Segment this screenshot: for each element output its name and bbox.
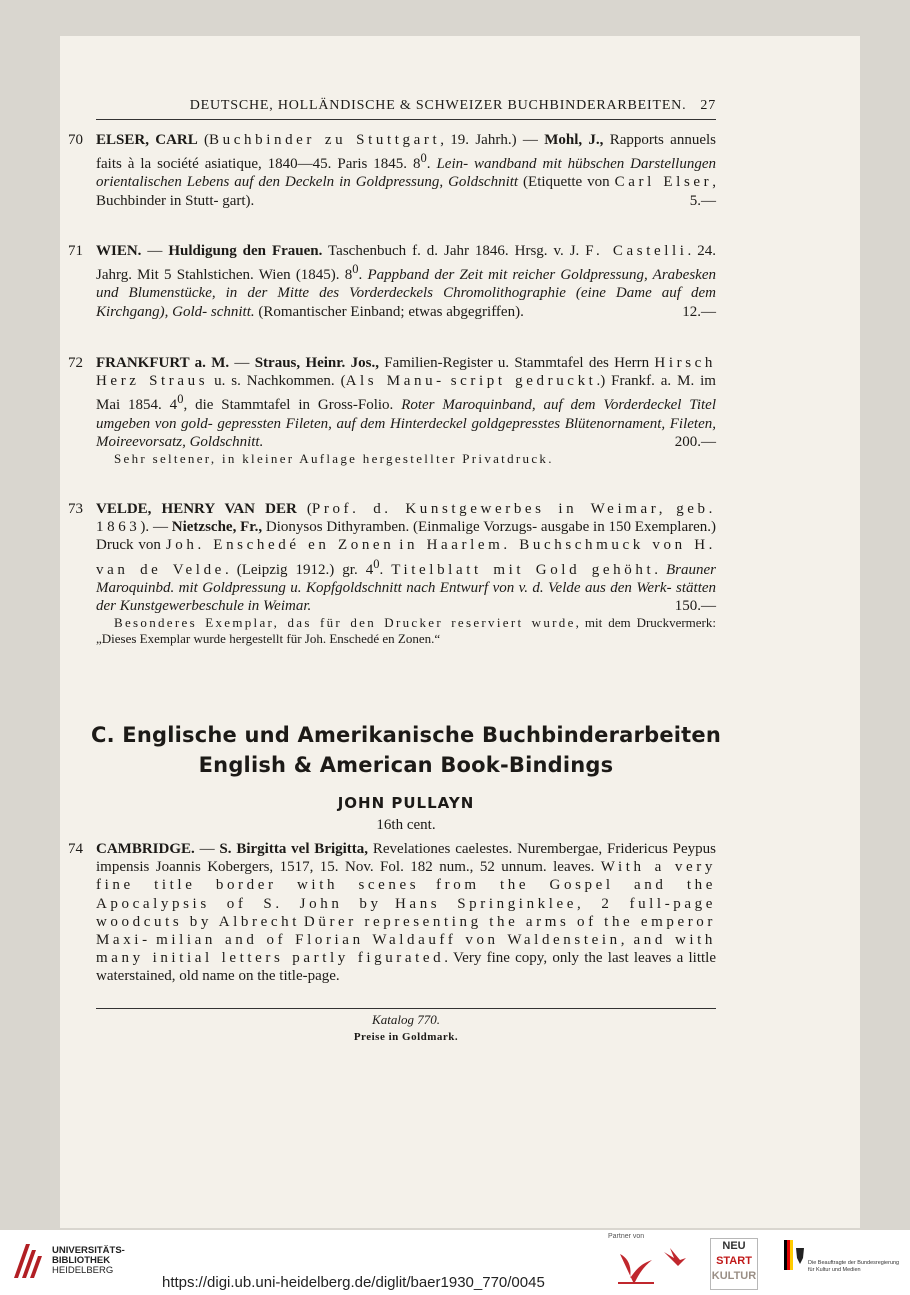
library-name-line: UNIVERSITÄTS- [52,1245,125,1256]
neustart-line: START [716,1255,752,1267]
catalog-number: Katalog 770. [372,1012,440,1027]
entry-number: 73 [68,501,83,517]
catalog-entry-71 [68,242,717,321]
catalog-entry-73 [68,500,717,647]
prices-note: Preise in Goldmark. [353,1031,459,1043]
neustart-line: KULTUR [711,1270,757,1282]
catalog-entry-74 [68,840,717,986]
entry-number: 74 [68,841,83,857]
section-heading [86,720,726,780]
federal-eagle-icon[interactable] [784,1240,806,1270]
entry-note: Besonderes Exemplar, das für den Drucker reserviert wurde, mit dem Druckvermerk: „Dieses Exemplar wurde hergestellt für Joh. Enschedé en Zonen.“ [96,615,716,647]
entry-number: 72 [68,355,83,371]
document-url-link[interactable]: https://digi.ub.uni-heidelberg.de/diglit/baer1930_770/0045 [162,1274,545,1291]
binder-century: 16th cent. [376,817,436,833]
page-number: 27 [700,98,716,113]
partner-bird-logo-icon[interactable] [660,1244,690,1274]
entry-price: 5.— [689,192,716,209]
section-title-german: C. Englische und Amerikanische Buchbinderarbeiten [91,723,721,747]
entry-text: WIEN. — Huldigung den Frauen. Taschenbuch f. d. Jahr 1846. Hrsg. v. J. F. Castelli. 24. Jahrg. Mit 5 Stahlstichen. Wien (1845). $8^0$. Pappband der Zeit mit reicher Goldpressung, Arabesken und Blumenstücke, in der Mitte des Vorderdeckels Chromolithographie (eine Dame auf dem Kirchgang), Gold- schnitt. (Romantischer Einband; etwas abgegriffen). 12.— [96,243,717,320]
entry-text: VELDE, HENRY VAN DER (Prof. d. Kunstgewerbes in Weimar, geb. 1863). — Nietzsche, Fr., Dionysos Dithyramben. (Einmalige Vorzugs- ausgabe in 150 Exemplaren.) Druck von Joh. Enschedé en Zonen in Haarlem. Buchschmuck von H. van de Velde. (Leipzig 1912.) gr. $4^0$. Titelblatt mit Gold gehöht. Brauner Maroquinbd. mit Goldpressung u. Kopfgoldschnitt nach Entwurf von v. d. Velde aus den Werk- stätten der Kunstgewerbeschule in Weimar. 150.— [96,501,717,615]
footer-rule [96,1008,716,1009]
entry-text: FRANKFURT a. M. — Straus, Heinr. Jos., Familien-Register u. Stammtafel des Herrn Hirsch Herz Straus u. s. Nachkommen. (Als Manu- script gedruckt.) Frankf. a. M. im Mai 1854. $4^0$, die Stammtafel in Gross-Folio. Roter Maroquinband, auf dem Vorderdeckel Titel umgeben von gold- gepressten Fileten, auf dem Hinterdeckel goldgepresstes Blütenornament, Fileten, Moireevorsatz, Goldschnitt. 200.— [96,355,717,450]
catalog-entry-70 [68,131,716,210]
header-rule [96,119,716,120]
neustart-kultur-logo[interactable] [710,1238,758,1290]
partner-label: Partner von [608,1233,645,1240]
entry-note: Sehr seltener, in kleiner Auflage hergestellter Privatdruck. [114,451,554,467]
entry-number: 71 [68,243,83,259]
federal-commissioner-text: Die Beauftragte der Bundesregierung für Kultur und Medien [808,1260,900,1273]
entry-price: 200.— [674,433,716,450]
library-name-line: HEIDELBERG [52,1265,114,1276]
page-footer [96,1012,716,1043]
scanned-page [60,36,860,1228]
university-library-name [52,1246,125,1276]
binder-name: JOHN PULLAYN [337,794,475,812]
viewer-footer-bar [0,1230,910,1295]
digital-library-partner-logo-icon[interactable] [612,1244,660,1288]
university-library-logo-icon[interactable] [10,1238,46,1284]
section-title-english: English & American Book-Bindings [198,753,614,777]
entry-price: 150.— [674,598,716,615]
library-name-line: BIBLIOTHEK [52,1255,111,1266]
entry-text: ELSER, CARL (Buchbinder zu Stuttgart, 19. Jahrh.) — Mohl, J., Rapports annuels faits à la société asiatique, 1840—45. Paris 1845. $8^0$. Lein- wandband mit hübschen Darstellungen orientalischen Lebens auf den Deckeln in Goldpressung, Goldschnitt (Etiquette von Carl Elser, Buchbinder in Stutt- gart). 5.— [96,132,716,209]
entry-number: 70 [68,132,83,148]
catalog-entry-72 [68,354,717,467]
neustart-line: NEU [722,1240,746,1252]
running-head [96,98,716,114]
running-head-title: DEUTSCHE, HOLLÄNDISCHE & SCHWEIZER BUCHBINDERARBEITEN. [189,98,687,113]
entry-text: CAMBRIDGE. — S. Birgitta vel Brigitta, Revelationes caelestes. Nurembergae, Fridericus Peypus impensis Joannis Kobergers, 1517, 15. Nov. Fol. 182 num., 52 unnum. leaves. With a very fine title border with scenes from the Gospel and the Apocalypsis of S. John by Hans Springinklee, 2 full-page woodcuts by Albrecht Dürer representing the arms of the emperor Maxi- milian and of Florian Waldauff von Waldenstein, and with many initial letters partly figurated. Very fine copy, only the last leaves a little waterstained, old name on the title-page. [96,841,717,985]
entry-price: 12.— [682,303,716,320]
